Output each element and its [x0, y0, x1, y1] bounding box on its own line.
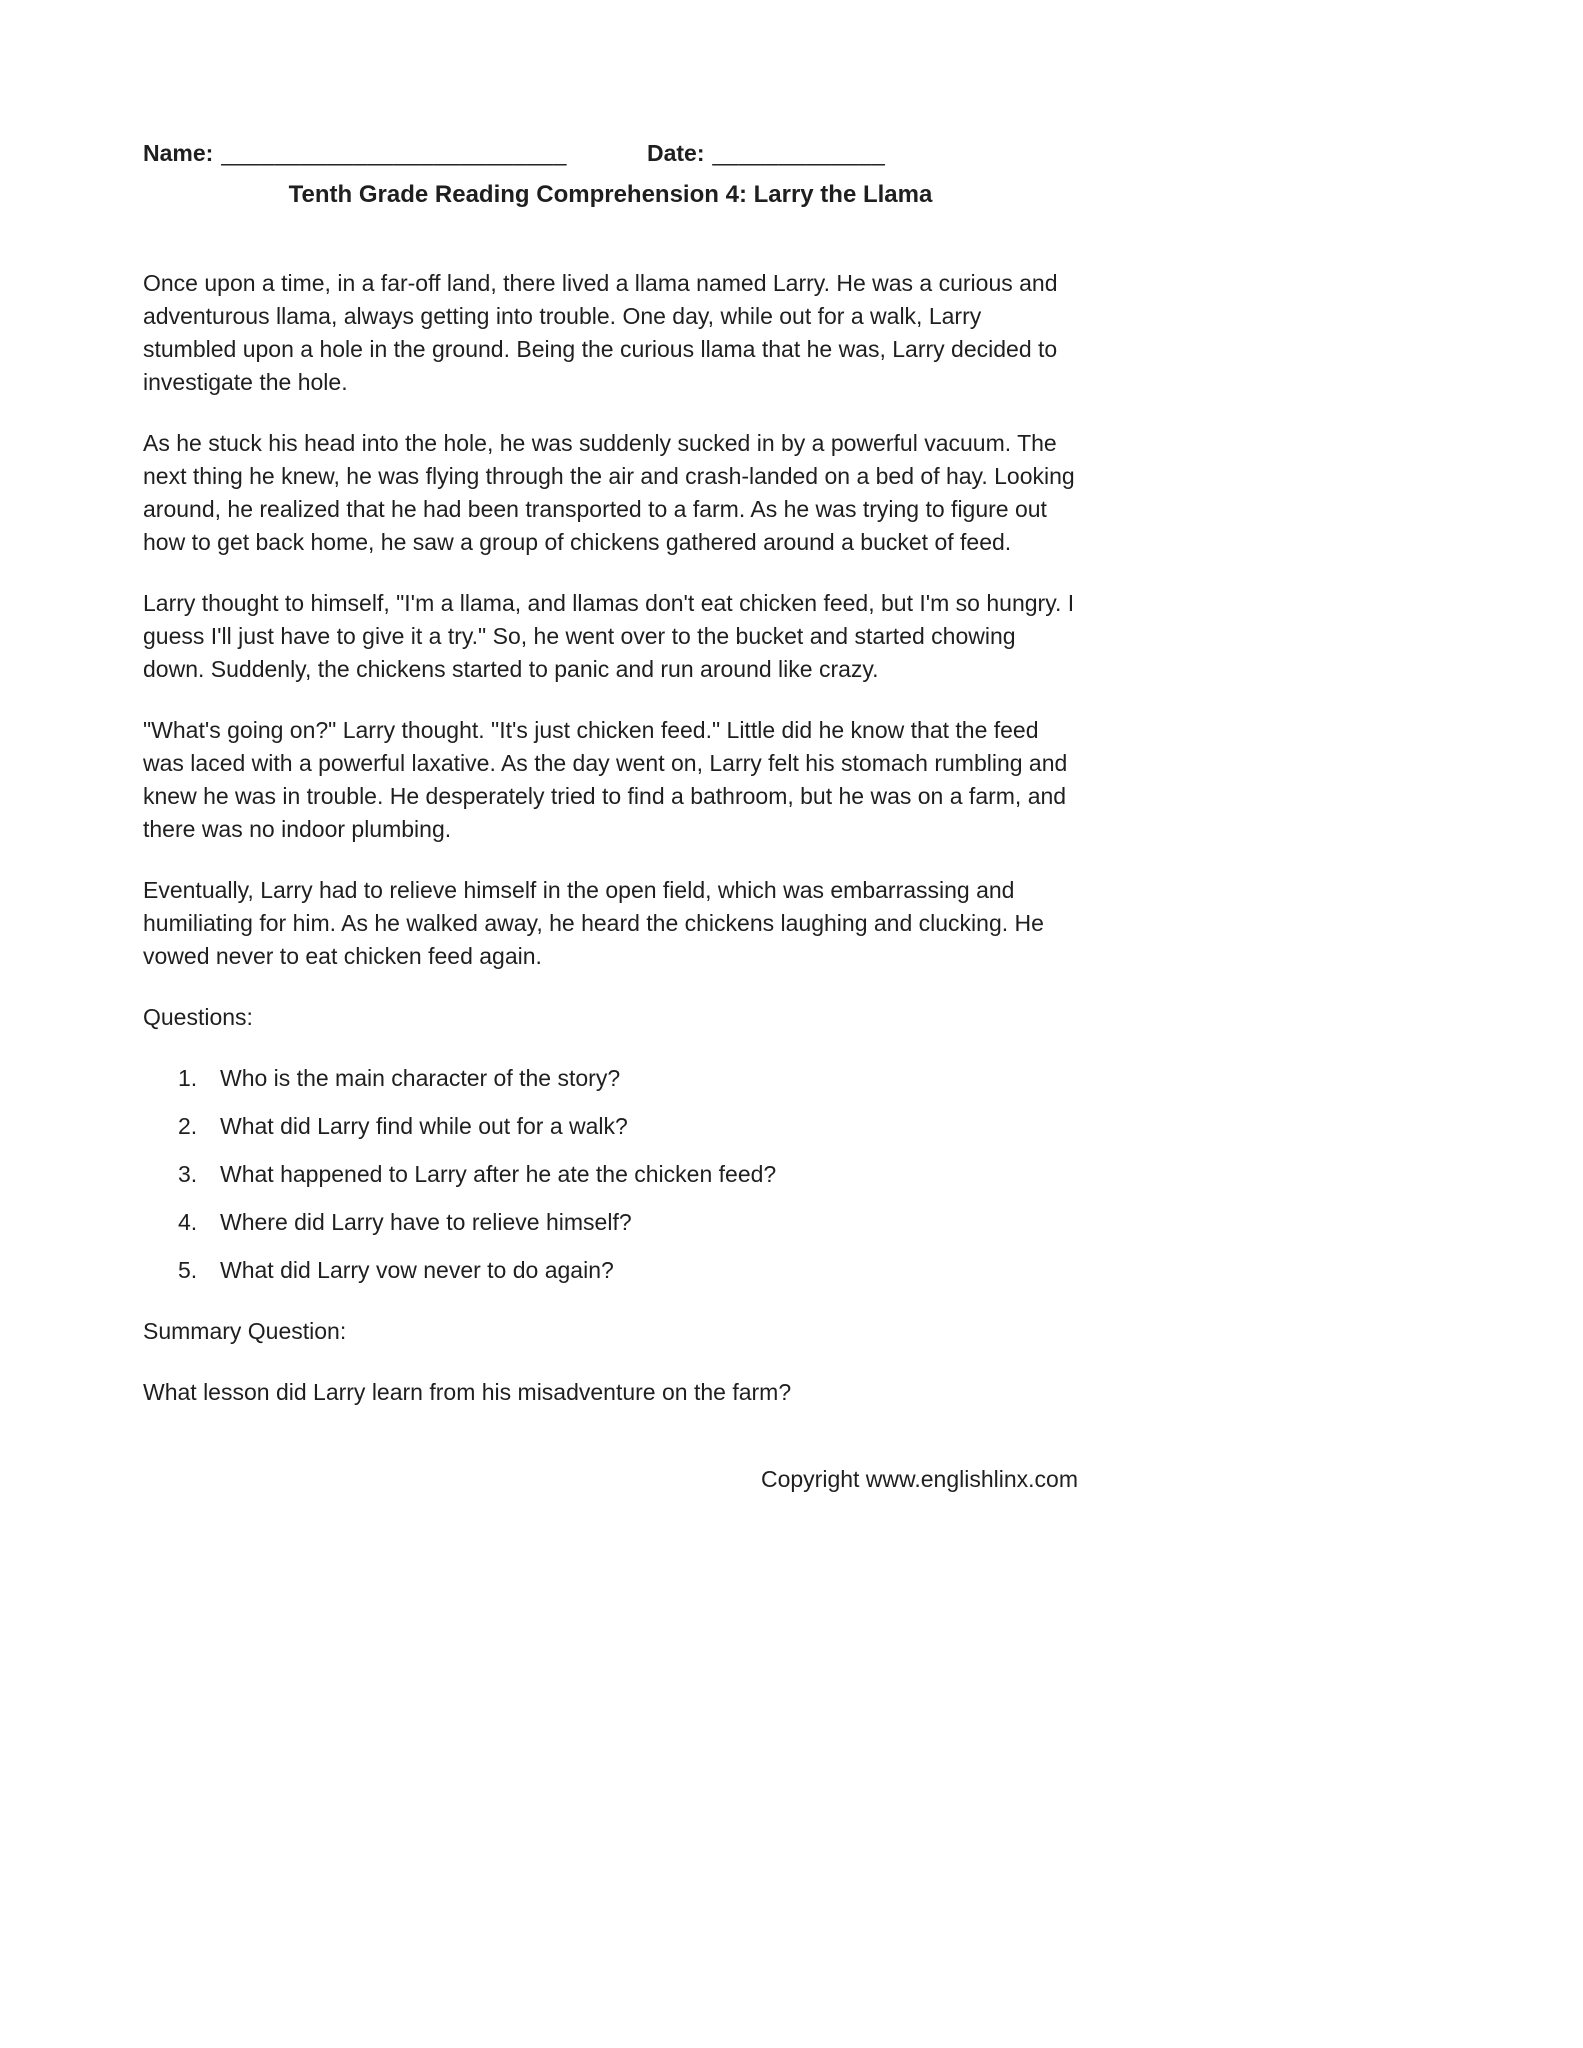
story-paragraph: Eventually, Larry had to relieve himself in the open field, which was embarrassing and humiliating for him. As he walked away, he heard the chickens laughing and clucking. He vowed never to eat chicken feed again. — [143, 877, 1044, 969]
questions-heading: Questions: — [143, 1004, 253, 1030]
question-item — [143, 1158, 1078, 1191]
question-number: 3. — [178, 1161, 198, 1187]
question-list — [143, 1062, 1078, 1287]
question-text: What happened to Larry after he ate the chicken feed? — [220, 1161, 777, 1187]
summary-question: What lesson did Larry learn from his misadventure on the farm? — [143, 1379, 792, 1405]
question-item — [143, 1254, 1078, 1287]
copyright-footer: Copyright www.englishlinx.com — [760, 1466, 1078, 1492]
worksheet-content — [143, 140, 1078, 1409]
page-title: Tenth Grade Reading Comprehension 4: Larry the Llama — [288, 181, 933, 208]
question-text: Where did Larry have to relieve himself? — [220, 1209, 632, 1235]
question-text: Who is the main character of the story? — [220, 1065, 621, 1091]
question-number: 4. — [178, 1209, 198, 1235]
name-field — [143, 140, 647, 167]
date-label: Date: — [647, 140, 705, 166]
story-paragraph: As he stuck his head into the hole, he was suddenly sucked in by a powerful vacuum. The next thing he knew, he was flying through the air and crash-landed on a bed of hay. Looking around, he realized that he had been transported to a farm. As he was trying to figure out how to get back home, he saw a group of chickens gathered around a bucket of feed. — [143, 430, 1075, 555]
question-text: What did Larry find while out for a walk? — [220, 1113, 628, 1139]
question-item — [143, 1110, 1078, 1143]
story-paragraph: Once upon a time, in a far-off land, there lived a llama named Larry. He was a curious and adventurous llama, always getting into trouble. One day, while out for a walk, Larry stumbled upon a hole in the ground. Being the curious llama that he was, Larry decided to investigate the hole. — [143, 270, 1058, 395]
story-body — [143, 267, 1078, 973]
question-number: 2. — [178, 1113, 198, 1139]
story-paragraph: "What's going on?" Larry thought. "It's just chicken feed." Little did he know that the feed was laced with a powerful laxative. As the day went on, Larry felt his stomach rumbling and knew he was in trouble. He desperately tried to find a bathroom, but he was on a farm, and there was no indoor plumbing. — [143, 717, 1068, 842]
name-label: Name: — [143, 140, 214, 166]
story-paragraph: Larry thought to himself, "I'm a llama, and llamas don't eat chicken feed, but I'm so hungry. I guess I'll just have to give it a try." So, he went over to the bucket and started chowing down. Suddenly, the chickens started to panic and run around like crazy. — [143, 590, 1075, 682]
name-blank-line: __________________________ — [221, 140, 567, 166]
date-field — [647, 140, 885, 167]
header — [143, 140, 1078, 167]
question-text: What did Larry vow never to do again? — [220, 1257, 614, 1283]
summary-heading: Summary Question: — [143, 1318, 347, 1344]
question-item — [143, 1062, 1078, 1095]
question-number: 5. — [178, 1257, 198, 1283]
question-item — [143, 1206, 1078, 1239]
date-blank-line: _____________ — [712, 140, 886, 166]
question-number: 1. — [178, 1065, 198, 1091]
